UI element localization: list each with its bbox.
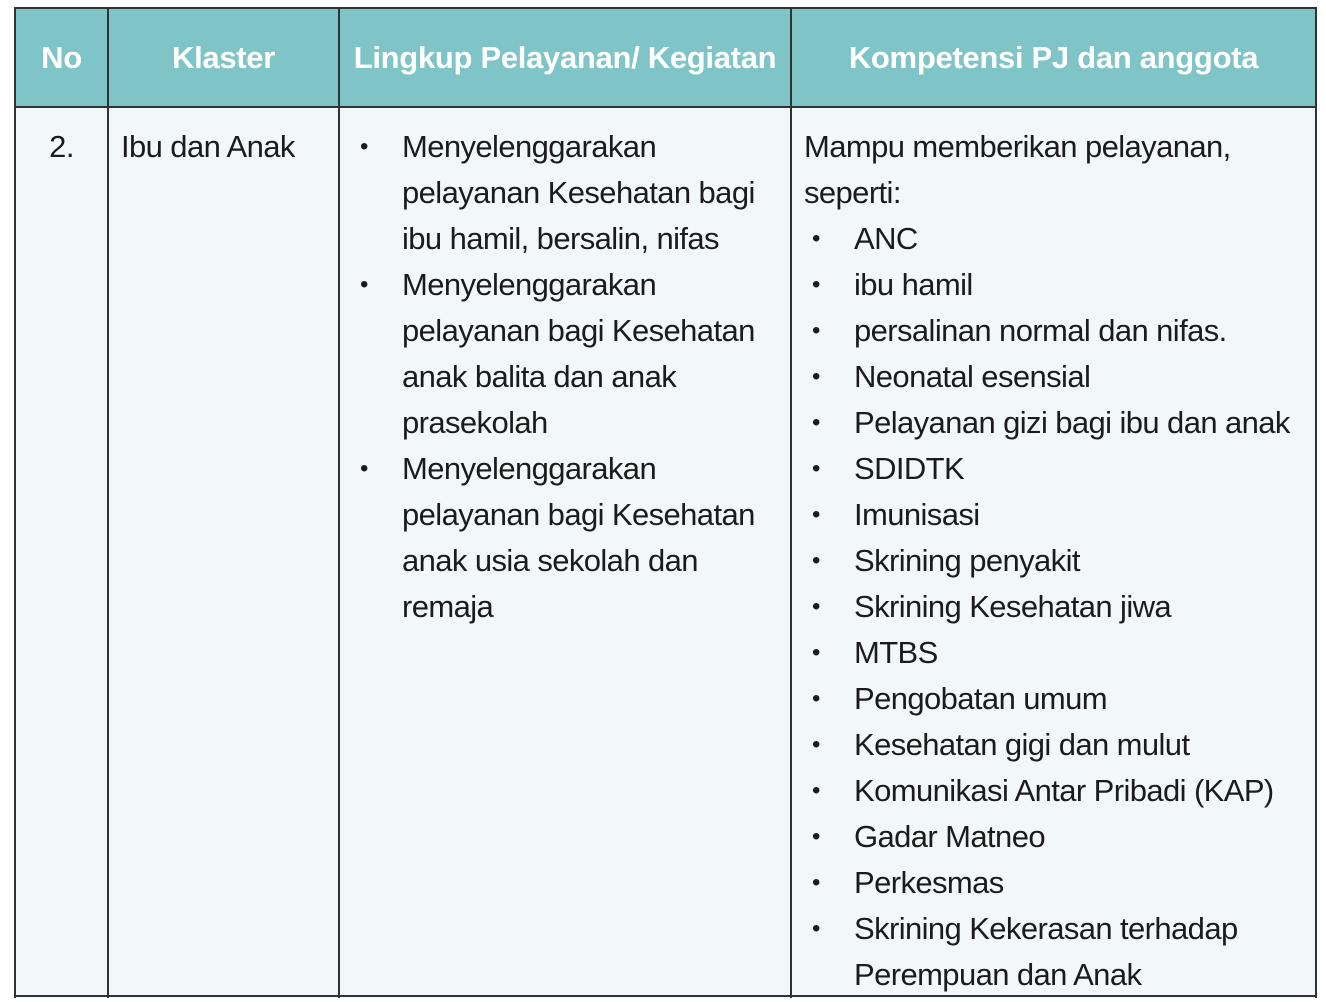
list-item <box>804 492 1309 538</box>
bullet-icon: • <box>812 547 820 574</box>
bullet-icon: • <box>360 455 368 482</box>
bullet-icon: • <box>812 869 820 896</box>
bullet-icon: • <box>812 639 820 666</box>
list-item <box>804 354 1309 400</box>
list-item-text: ibu hamil <box>854 267 973 302</box>
kompetensi-intro: Mampu memberikan pelayanan, seperti: <box>804 129 1231 210</box>
list-item-text: SDIDTK <box>854 451 965 486</box>
table <box>14 7 1317 998</box>
list-item-text: MTBS <box>854 635 938 670</box>
list-item-text: Kesehatan gigi dan mulut <box>854 727 1190 762</box>
bullet-icon: • <box>812 363 820 390</box>
bullet-icon: • <box>812 915 820 942</box>
cell-kompetensi <box>791 107 1316 998</box>
header-lingkup: Lingkup Pelayanan/ Kegiatan <box>339 8 791 107</box>
list-item <box>352 124 784 262</box>
list-item <box>804 262 1309 308</box>
bullet-icon: • <box>812 501 820 528</box>
list-item <box>804 630 1309 676</box>
header-row <box>15 8 1316 107</box>
header-klaster: Klaster <box>108 8 339 107</box>
list-item <box>804 216 1309 262</box>
lingkup-list <box>352 124 784 630</box>
cell-no: 2. <box>15 107 108 998</box>
list-item-text: Menyelenggarakan pelayanan bagi Kesehatan anak usia sekolah dan remaja <box>402 451 755 624</box>
list-item <box>804 400 1309 446</box>
list-item <box>352 446 784 630</box>
list-item-text: Komunikasi Antar Pribadi (KAP) <box>854 773 1274 808</box>
list-item-text: ANC <box>854 221 918 256</box>
kompetensi-list <box>804 216 1309 998</box>
cell-lingkup <box>339 107 791 998</box>
bullet-icon: • <box>812 317 820 344</box>
list-item-text: Perkesmas <box>854 865 1004 900</box>
list-item <box>804 584 1309 630</box>
bottom-border <box>14 995 1315 997</box>
list-item-text: Pelayanan gizi bagi ibu dan anak <box>854 405 1290 440</box>
bullet-icon: • <box>360 271 368 298</box>
list-item <box>804 308 1309 354</box>
list-item <box>804 446 1309 492</box>
list-item-text: Gadar Matneo <box>854 819 1045 854</box>
list-item <box>804 860 1309 906</box>
bullet-icon: • <box>360 133 368 160</box>
bullet-icon: • <box>812 685 820 712</box>
bullet-icon: • <box>812 731 820 758</box>
list-item-text: Imunisasi <box>854 497 980 532</box>
list-item-text: Skrining Kesehatan jiwa <box>854 589 1172 624</box>
bullet-icon: • <box>812 593 820 620</box>
bullet-icon: • <box>812 455 820 482</box>
table-row <box>15 107 1316 998</box>
list-item-text: persalinan normal dan nifas. <box>854 313 1227 348</box>
list-item-text: Skrining penyakit <box>854 543 1080 578</box>
competency-table <box>14 7 1314 1002</box>
bullet-icon: • <box>812 225 820 252</box>
list-item-text: Skrining Kekerasan terhadap Perempuan dan Anak <box>854 911 1238 992</box>
list-item <box>804 722 1309 768</box>
list-item <box>804 906 1309 998</box>
list-item-text: Neonatal esensial <box>854 359 1091 394</box>
list-item-text: Menyelenggarakan pelayanan bagi Kesehatan anak balita dan anak prasekolah <box>402 267 755 440</box>
bullet-icon: • <box>812 823 820 850</box>
list-item <box>804 814 1309 860</box>
list-item-text: Menyelenggarakan pelayanan Kesehatan bagi ibu hamil, bersalin, nifas <box>402 129 755 256</box>
list-item-text: Pengobatan umum <box>854 681 1107 716</box>
bullet-icon: • <box>812 271 820 298</box>
header-kompetensi: Kompetensi PJ dan anggota <box>791 8 1316 107</box>
list-item <box>804 768 1309 814</box>
cell-klaster: Ibu dan Anak <box>108 107 339 998</box>
bullet-icon: • <box>812 777 820 804</box>
bullet-icon: • <box>812 409 820 436</box>
list-item <box>352 262 784 446</box>
list-item <box>804 676 1309 722</box>
list-item <box>804 538 1309 584</box>
header-no: No <box>15 8 108 107</box>
